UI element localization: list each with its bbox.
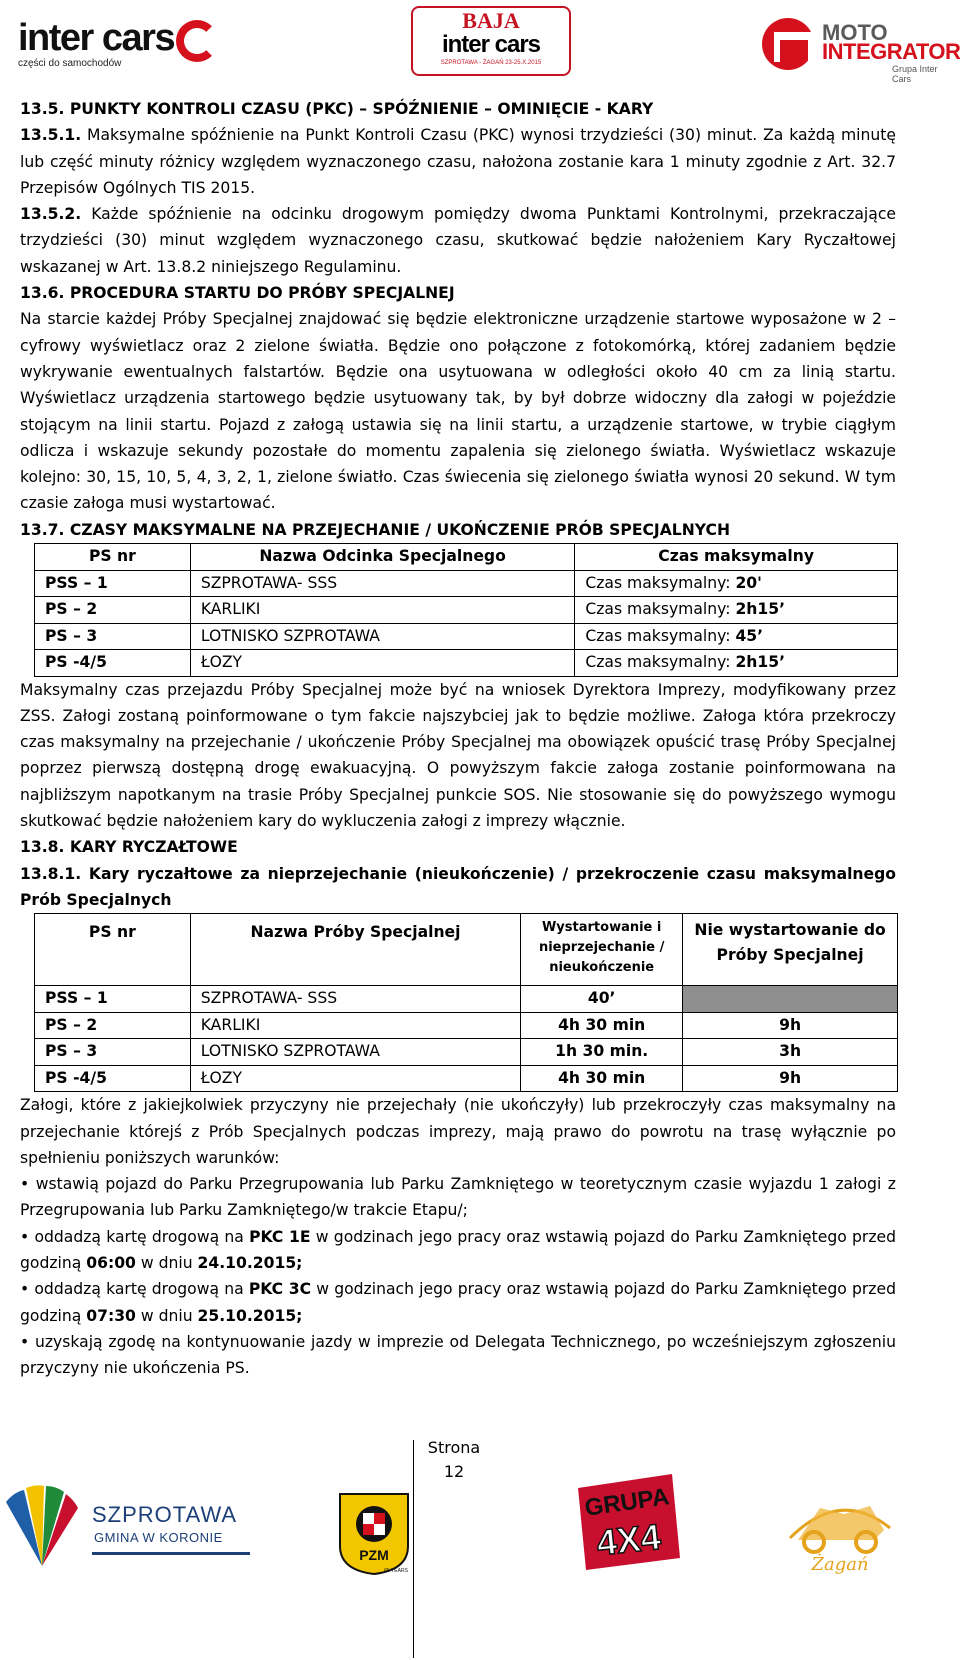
table-row: PS – 2 KARLIKI Czas maksymalny: 2h15’ bbox=[35, 597, 898, 624]
intercars-logo: inter cars części do samochodów bbox=[18, 18, 218, 76]
grupa-4x4-logo bbox=[572, 1468, 684, 1576]
svg-text:Żagań: Żagań bbox=[811, 1554, 869, 1575]
table-header-row: PS nr Nazwa Odcinka Specjalnego Czas maksymalny bbox=[35, 544, 898, 571]
section-13-8-heading: 13.8. KARY RYCZAŁTOWE bbox=[20, 838, 238, 857]
zagan-logo bbox=[780, 1468, 900, 1578]
table-header-row: PS nr Nazwa Próby Specjalnej Wystartowanie i nieprzejechanie / nieukończenie Nie wystartowanie do Próby Specjalnej bbox=[35, 914, 898, 986]
bullet-item: • oddadzą kartę drogową na PKC 1E w godzinach jego pracy oraz wstawią pojazd do Parku Zamkniętego przed godziną 06:00 w dniu 24.10.2015; bbox=[20, 1227, 897, 1272]
page-footer bbox=[0, 1466, 960, 1660]
szprotawa-logo: SZPROTAWA GMINA W KORONIE bbox=[4, 1482, 254, 1572]
section-13-6-heading: 13.6. PROCEDURA STARTU DO PRÓBY SPECJALNEJ bbox=[20, 284, 455, 303]
paragraph-13-5-1: 13.5.1. Maksymalne spóźnienie na Punkt Kontroli Czasu (PKC) wynosi trzydzieści (30) minut. Za każdą minutę lub część minuty różnicy względem wyznaczonego czasu, nałożona zostanie kara 1 minuty zgodnie z Art. 32.7 Przepisów Ogólnych TIS 2015. bbox=[20, 126, 896, 197]
section-13-8-1-heading: 13.8.1. Kary ryczałtowe za nieprzejechanie (nieukończenie) / przekroczenie czasu maksymalnego Prób Specjalnych bbox=[20, 864, 896, 909]
table-row: PS – 3 LOTNISKO SZPROTAWA 1h 30 min. 3h bbox=[35, 1039, 898, 1066]
svg-text:4X4: 4X4 bbox=[594, 1515, 663, 1564]
table-row: PSS – 1 SZPROTAWA- SSS Czas maksymalny: 20' bbox=[35, 570, 898, 597]
section-13-7-heading: 13.7. CZASY MAKSYMALNE NA PRZEJECHANIE / UKOŃCZENIE PRÓB SPECJALNYCH bbox=[20, 520, 731, 539]
paragraph-13-7: Maksymalny czas przejazdu Próby Specjalnej może być na wniosek Dyrektora Imprezy, modyfikowany przez ZSS. Załogi zostaną poinformowane o tym fakcie najszybciej jak to będzie możliwe. Załoga która przekroczy czas maksymalny na przejechanie / ukończenie Próby Specjalnej ma obowiązek opuścić trasę Próby Specjalnej poprzez pierwszą dostępną drogę ewakuacyjną. O powyższym fakcie załoga zostanie poinformowana na najbliższym napotkanym na trasie Próby Specjalnej punkcie SOS. Nie stosowanie się do powyższego wymogu skutkować będzie nałożeniem kary do wykluczenia załogi z imprezy włącznie. bbox=[20, 680, 896, 831]
table-row: PSS – 1 SZPROTAWA- SSS 40’ bbox=[35, 986, 898, 1013]
section-13-5-heading: 13.5. PUNKTY KONTROLI CZASU (PKC) – SPÓŹNIENIE – OMINIĘCIE - KARY bbox=[20, 100, 654, 118]
svg-text:65 YEARS: 65 YEARS bbox=[384, 1568, 408, 1574]
table-row: PS -4/5 ŁOZY Czas maksymalny: 2h15’ bbox=[35, 650, 898, 677]
svg-text:GRUPA: GRUPA bbox=[583, 1483, 671, 1522]
table-row: PS – 2 KARLIKI 4h 30 min 9h bbox=[35, 1012, 898, 1039]
paragraph-13-5-2: 13.5.2. Każde spóźnienie na odcinku drogowym pomiędzy dwoma Punktami Kontrolnymi, przekraczające trzydzieści (30) minut względem wyznaczonego czasu, skutkować będzie nałożeniem Kary Ryczałtowej wskazanej w Art. 13.8.2 niniejszego Regulaminu. bbox=[20, 205, 896, 276]
intercars-ring-icon bbox=[176, 20, 218, 62]
document-body bbox=[20, 96, 896, 1381]
bullet-item: • wstawią pojazd do Parku Przegrupowania lub Parku Zamkniętego w teoretycznym czasie wyjazdu 1 załogi z Przegrupowania lub Parku Zamkniętego/w trakcie Etapu/; bbox=[20, 1175, 896, 1220]
bullet-item: • oddadzą kartę drogową na PKC 3C w godzinach jego pracy oraz wstawią pojazd do Parku Zamkniętego przed godziną 07:30 w dniu 25.10.2015; bbox=[20, 1280, 896, 1325]
page-header bbox=[0, 0, 960, 90]
bullet-item: • uzyskają zgodę na kontynuowanie jazdy w imprezie od Delegata Technicznego, po wcześniejszym zgłoszeniu przyczyny nie ukończenia PS. bbox=[20, 1332, 896, 1378]
table-row: PS -4/5 ŁOZY 4h 30 min 9h bbox=[35, 1065, 898, 1092]
paragraph-13-8-1: Załogi, które z jakiejkolwiek przyczyny nie przejechały (nie ukończyły) lub przekroczyły czas maksymalny na przejechanie którejś z Prób Specjalnych podczas imprezy, mają prawo do powrotu na trasę wyłącznie po spełnieniu poniższych warunków: bbox=[20, 1096, 896, 1167]
max-times-table bbox=[34, 543, 898, 677]
baja-intercars-logo: BAJA inter cars SZPROTAWA - ŻAGAŃ 23-25.X.2015 bbox=[411, 6, 571, 76]
pzm-logo bbox=[336, 1490, 412, 1576]
svg-text:PZM: PZM bbox=[359, 1547, 389, 1563]
motointegrator-logo: MOTO INTEGRATOR Grupa Inter Cars bbox=[762, 18, 942, 78]
motointegrator-mark-icon bbox=[762, 18, 814, 70]
szprotawa-underline bbox=[92, 1552, 250, 1555]
table-row: PS – 3 LOTNISKO SZPROTAWA Czas maksymalny: 45’ bbox=[35, 623, 898, 650]
paragraph-13-6: Na starcie każdej Próby Specjalnej znajdować się będzie elektroniczne urządzenie startowe wyposażone w 2 – cyfrowy wyświetlacz oraz 2 zielone światła. Będzie ono połączone z fotokomórką, której zadaniem będzie wykrywanie ewentualnych falstartów. Będzie ona usytuowana w odległości około 40 cm za linią startu. Wyświetlacz urządzenia startowego będzie usytuowany tak, by był dobrze widoczny dla załogi w pojeździe stojącym na linii startu. Pojazd z załogą ustawia się na linii startu, a urządzenie startowe, w trybie ciągłym odlicza i wskazuje sekundy pozostałe do momentu zapalenia się zielonego światła. Wyświetlacz wskazuje kolejno: 30, 15, 10, 5, 4, 3, 2, 1, zielone światło. Czas świecenia się zielonego światła wynosi 20 sekund. W tym czasie załoga musi wystartować. bbox=[20, 310, 896, 513]
szprotawa-fan-icon bbox=[4, 1482, 80, 1568]
penalties-table bbox=[34, 913, 898, 1092]
page-number: Strona 12 bbox=[427, 1438, 481, 1481]
